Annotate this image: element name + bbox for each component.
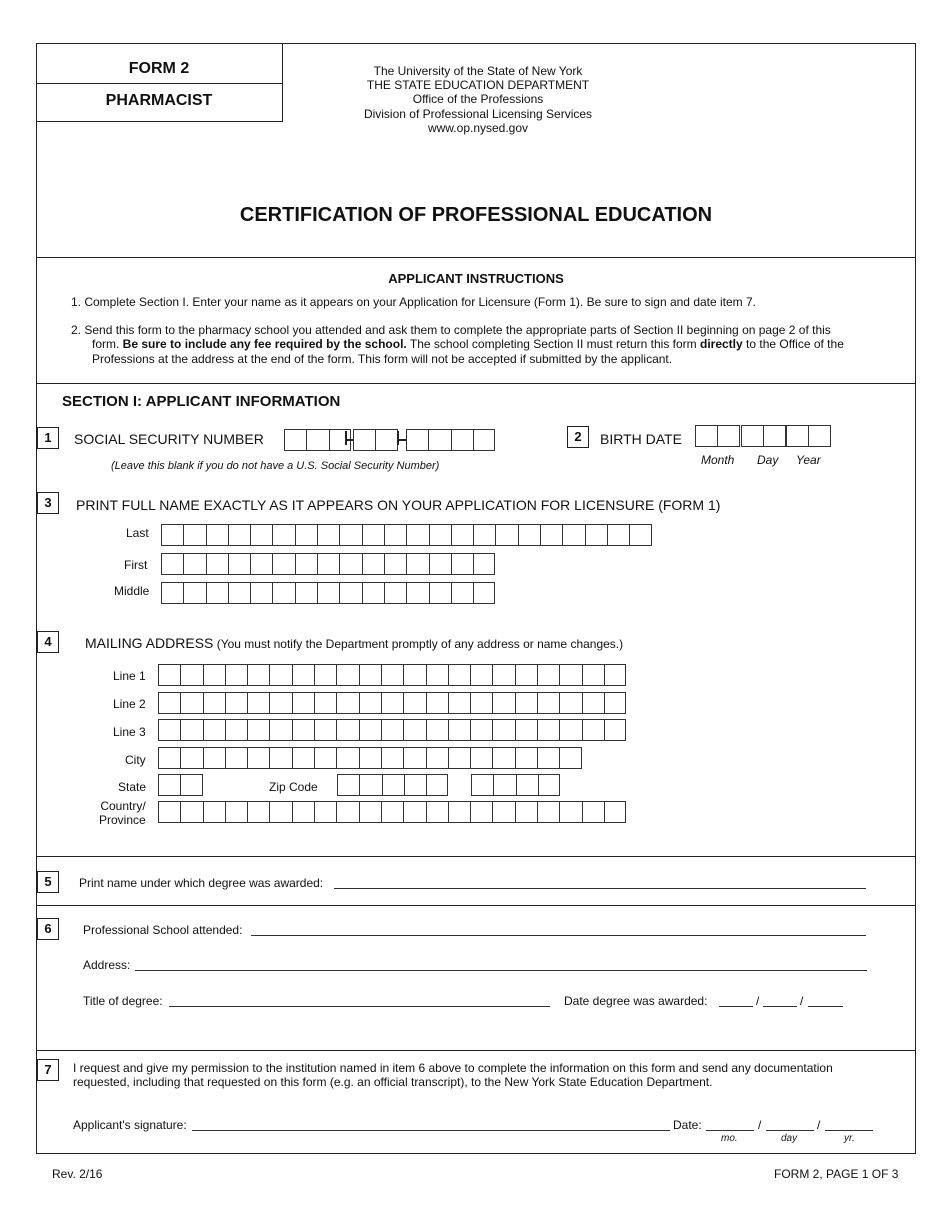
char-cell[interactable] [426, 719, 448, 741]
char-cell[interactable] [604, 692, 626, 714]
char-cell[interactable] [451, 553, 473, 575]
char-cell[interactable] [359, 664, 381, 686]
digit-cell[interactable] [353, 429, 375, 451]
char-cell[interactable] [559, 801, 581, 823]
char-cell[interactable] [470, 664, 492, 686]
permission-line: requested, including that requested on this form (e.g. an official transcript), to the New York State Education Department. [73, 1075, 713, 1090]
char-cell[interactable] [384, 582, 406, 604]
char-cell[interactable] [515, 664, 537, 686]
char-cell[interactable] [203, 664, 225, 686]
item-number: 7 [37, 1059, 59, 1081]
char-cell[interactable] [448, 747, 470, 769]
degree-title-label: Title of degree: [83, 994, 163, 1008]
sign-date-month-field[interactable] [706, 1130, 754, 1131]
digit-cell[interactable] [284, 429, 306, 451]
char-cell[interactable] [314, 801, 336, 823]
dash-separator [398, 439, 406, 441]
char-cell[interactable] [492, 692, 514, 714]
page-title: CERTIFICATION OF PROFESSIONAL EDUCATION [239, 204, 713, 226]
last-name-input[interactable] [161, 524, 652, 546]
profession-label: PHARMACIST [105, 92, 213, 109]
digit-cell[interactable] [717, 425, 739, 447]
char-cell[interactable] [403, 692, 425, 714]
state-input[interactable] [158, 774, 203, 796]
char-cell[interactable] [607, 524, 629, 546]
char-cell[interactable] [158, 719, 180, 741]
char-cell[interactable] [180, 801, 202, 823]
zip-code-input[interactable] [337, 774, 448, 796]
char-cell[interactable] [183, 553, 205, 575]
char-cell[interactable] [161, 582, 183, 604]
char-cell[interactable] [406, 524, 428, 546]
char-cell[interactable] [429, 524, 451, 546]
char-cell[interactable] [272, 524, 294, 546]
char-cell[interactable] [295, 524, 317, 546]
char-cell[interactable] [317, 582, 339, 604]
address-line-3-input[interactable] [158, 719, 626, 741]
digit-cell[interactable] [426, 774, 448, 796]
agency-line: Division of Professional Licensing Services [363, 106, 593, 121]
digit-cell[interactable] [451, 429, 473, 451]
char-cell[interactable] [470, 719, 492, 741]
char-cell[interactable] [339, 553, 361, 575]
city-input[interactable] [158, 747, 582, 769]
char-cell[interactable] [250, 582, 272, 604]
char-cell[interactable] [292, 719, 314, 741]
permission-text [73, 1061, 891, 1090]
char-cell[interactable] [429, 553, 451, 575]
char-cell[interactable] [247, 664, 269, 686]
char-cell[interactable] [336, 747, 358, 769]
instruction-item-1: 1. Complete Section I. Enter your name as it appears on your Application for Licensure (Form 1). Be sure to sign and date item 7. [71, 295, 757, 309]
sign-date-label: Date: [673, 1118, 702, 1132]
char-cell[interactable] [384, 524, 406, 546]
signature-label: Applicant's signature: [73, 1118, 187, 1132]
char-cell[interactable] [247, 692, 269, 714]
char-cell[interactable] [403, 719, 425, 741]
char-cell[interactable] [203, 719, 225, 741]
char-cell[interactable] [559, 747, 581, 769]
digit-cell[interactable] [473, 429, 495, 451]
char-cell[interactable] [180, 664, 202, 686]
degree-name-label: Print name under which degree was awarded: [79, 876, 324, 890]
char-cell[interactable] [269, 664, 291, 686]
digit-cell[interactable] [337, 774, 359, 796]
char-cell[interactable] [314, 664, 336, 686]
char-cell[interactable] [492, 719, 514, 741]
char-cell[interactable] [314, 747, 336, 769]
date-slash: / [758, 1118, 762, 1132]
item-number: 2 [567, 426, 589, 448]
char-cell[interactable] [515, 801, 537, 823]
month-caption: mo. [721, 1133, 738, 1144]
agency-line: THE STATE EDUCATION DEPARTMENT [366, 78, 590, 93]
month-caption: Month [701, 453, 735, 467]
permission-line: I request and give my permission to the institution named in item 6 above to complete the information on this form and send any documentation [73, 1061, 833, 1075]
char-cell[interactable] [473, 582, 495, 604]
char-cell[interactable] [470, 801, 492, 823]
country-label-line: Province [99, 813, 146, 827]
degree-name-field[interactable] [334, 888, 866, 889]
char-cell[interactable] [158, 664, 180, 686]
ssn-label: SOCIAL SECURITY NUMBER [74, 431, 264, 447]
char-cell[interactable] [206, 553, 228, 575]
char-cell[interactable] [272, 582, 294, 604]
state-label: State [118, 780, 147, 794]
instruction-2-line: Professions at the address at the end of the form. This form will not be accepted if submitted by the applicant. [92, 351, 673, 366]
divider [36, 856, 916, 857]
char-cell[interactable] [158, 774, 180, 796]
char-cell[interactable] [559, 664, 581, 686]
digit-cell[interactable] [695, 425, 717, 447]
school-address-label: Address: [83, 958, 131, 972]
char-cell[interactable] [269, 747, 291, 769]
text: to the Office of the [742, 337, 844, 352]
char-cell[interactable] [492, 747, 514, 769]
char-cell[interactable] [314, 719, 336, 741]
address-line-2-input[interactable] [158, 692, 626, 714]
ssn-area-input[interactable] [284, 429, 351, 451]
char-cell[interactable] [426, 692, 448, 714]
char-cell[interactable] [448, 801, 470, 823]
char-cell[interactable] [158, 801, 180, 823]
char-cell[interactable] [518, 524, 540, 546]
char-cell[interactable] [362, 524, 384, 546]
first-name-input[interactable] [161, 553, 495, 575]
char-cell[interactable] [470, 692, 492, 714]
char-cell[interactable] [158, 692, 180, 714]
address-line-1-input[interactable] [158, 664, 626, 686]
char-cell[interactable] [362, 582, 384, 604]
char-cell[interactable] [492, 664, 514, 686]
zip-code-label: Zip Code [269, 780, 318, 794]
ssn-group-input[interactable] [353, 429, 398, 451]
date-awarded-day-field[interactable] [763, 1006, 797, 1007]
label-text: MAILING ADDRESS [85, 635, 214, 651]
text: The school completing Section II must return this form [406, 337, 700, 352]
date-awarded-month-field[interactable] [719, 1006, 753, 1007]
char-cell[interactable] [381, 692, 403, 714]
char-cell[interactable] [180, 774, 202, 796]
digit-cell[interactable] [382, 774, 404, 796]
char-cell[interactable] [161, 553, 183, 575]
char-cell[interactable] [359, 801, 381, 823]
char-cell[interactable] [381, 747, 403, 769]
address-line-1-label: Line 1 [113, 669, 146, 683]
digit-cell[interactable] [375, 429, 397, 451]
char-cell[interactable] [582, 664, 604, 686]
char-cell[interactable] [362, 553, 384, 575]
char-cell[interactable] [203, 747, 225, 769]
char-cell[interactable] [585, 524, 607, 546]
day-caption: day [781, 1133, 798, 1144]
digit-cell[interactable] [538, 774, 560, 796]
digit-cell[interactable] [406, 429, 428, 451]
birth-year-input[interactable] [786, 425, 831, 447]
char-cell[interactable] [448, 692, 470, 714]
date-awarded-label: Date degree was awarded: [564, 994, 708, 1008]
fee-emphasis: Be sure to include any fee required by the school. [122, 337, 407, 352]
char-cell[interactable] [451, 524, 473, 546]
char-cell[interactable] [225, 747, 247, 769]
char-cell[interactable] [448, 664, 470, 686]
digit-cell[interactable] [359, 774, 381, 796]
agency-line: Office of the Professions [412, 92, 544, 107]
char-cell[interactable] [426, 664, 448, 686]
year-caption: yr. [844, 1133, 855, 1144]
instruction-item-2 [71, 323, 844, 366]
char-cell[interactable] [272, 553, 294, 575]
date-slash: / [800, 994, 804, 1008]
school-address-field[interactable] [135, 970, 867, 971]
char-cell[interactable] [515, 719, 537, 741]
page-number: FORM 2, PAGE 1 OF 3 [774, 1167, 899, 1181]
item-number: 6 [37, 918, 59, 940]
country-province-input[interactable] [158, 801, 626, 823]
form-number: FORM 2 [128, 60, 190, 77]
revision-label: Rev. 2/16 [52, 1167, 103, 1181]
char-cell[interactable] [180, 692, 202, 714]
char-cell[interactable] [426, 747, 448, 769]
char-cell[interactable] [381, 801, 403, 823]
divider [36, 257, 916, 258]
char-cell[interactable] [604, 664, 626, 686]
char-cell[interactable] [559, 719, 581, 741]
char-cell[interactable] [292, 664, 314, 686]
char-cell[interactable] [495, 524, 517, 546]
char-cell[interactable] [582, 719, 604, 741]
char-cell[interactable] [180, 719, 202, 741]
char-cell[interactable] [269, 801, 291, 823]
divider [36, 905, 916, 906]
address-line-2-label: Line 2 [113, 697, 146, 711]
char-cell[interactable] [336, 719, 358, 741]
instructions-heading: APPLICANT INSTRUCTIONS [388, 271, 564, 286]
instruction-2-line [71, 337, 844, 351]
char-cell[interactable] [604, 801, 626, 823]
zip-plus-four-input[interactable] [471, 774, 560, 796]
ssn-serial-input[interactable] [406, 429, 495, 451]
ssn-note: (Leave this blank if you do not have a U.S. Social Security Number) [111, 460, 440, 472]
first-name-label: First [124, 558, 148, 572]
char-cell[interactable] [250, 524, 272, 546]
char-cell[interactable] [381, 719, 403, 741]
digit-cell[interactable] [428, 429, 450, 451]
city-label: City [125, 753, 146, 767]
char-cell[interactable] [448, 719, 470, 741]
char-cell[interactable] [562, 524, 584, 546]
sign-date-day-field[interactable] [766, 1130, 814, 1131]
char-cell[interactable] [537, 719, 559, 741]
char-cell[interactable] [228, 524, 250, 546]
char-cell[interactable] [582, 692, 604, 714]
char-cell[interactable] [515, 692, 537, 714]
sign-date-year-field[interactable] [825, 1130, 873, 1131]
char-cell[interactable] [292, 747, 314, 769]
char-cell[interactable] [228, 582, 250, 604]
full-name-label: PRINT FULL NAME EXACTLY AS IT APPEARS ON YOUR APPLICATION FOR LICENSURE (FORM 1) [76, 497, 721, 513]
section-heading: SECTION I: APPLICANT INFORMATION [62, 393, 341, 410]
item-number: 4 [37, 631, 59, 653]
char-cell[interactable] [406, 553, 428, 575]
char-cell[interactable] [537, 664, 559, 686]
digit-cell[interactable] [471, 774, 493, 796]
digit-cell[interactable] [741, 425, 763, 447]
agency-line: The University of the State of New York [373, 64, 583, 78]
date-slash: / [756, 994, 760, 1008]
directly-emphasis: directly [700, 337, 743, 352]
last-name-label: Last [126, 526, 149, 540]
digit-cell[interactable] [306, 429, 328, 451]
date-awarded-year-field[interactable] [808, 1006, 843, 1007]
char-cell[interactable] [206, 582, 228, 604]
country-label-line: Country/ [100, 799, 146, 813]
char-cell[interactable] [247, 801, 269, 823]
char-cell[interactable] [250, 553, 272, 575]
dash-tick [345, 431, 347, 445]
char-cell[interactable] [317, 553, 339, 575]
school-label: Professional School attended: [83, 923, 243, 937]
char-cell[interactable] [359, 692, 381, 714]
char-cell[interactable] [559, 692, 581, 714]
char-cell[interactable] [470, 747, 492, 769]
form-id-divider [36, 83, 282, 84]
char-cell[interactable] [203, 692, 225, 714]
char-cell[interactable] [582, 801, 604, 823]
middle-name-input[interactable] [161, 582, 495, 604]
char-cell[interactable] [158, 747, 180, 769]
char-cell[interactable] [225, 801, 247, 823]
agency-url: www.op.nysed.gov [427, 120, 529, 135]
char-cell[interactable] [537, 747, 559, 769]
birth-month-input[interactable] [695, 425, 740, 447]
char-cell[interactable] [403, 664, 425, 686]
degree-title-field[interactable] [169, 1006, 550, 1007]
char-cell[interactable] [161, 524, 183, 546]
divider [36, 383, 916, 384]
digit-cell[interactable] [786, 425, 808, 447]
char-cell[interactable] [492, 801, 514, 823]
item-number: 3 [37, 492, 59, 514]
char-cell[interactable] [339, 582, 361, 604]
char-cell[interactable] [183, 524, 205, 546]
birth-day-input[interactable] [741, 425, 786, 447]
date-slash: / [817, 1118, 821, 1132]
char-cell[interactable] [225, 692, 247, 714]
divider [36, 1050, 916, 1051]
char-cell[interactable] [292, 692, 314, 714]
char-cell[interactable] [295, 553, 317, 575]
char-cell[interactable] [336, 692, 358, 714]
char-cell[interactable] [228, 553, 250, 575]
char-cell[interactable] [295, 582, 317, 604]
address-line-3-label: Line 3 [113, 725, 146, 739]
mailing-address-label [85, 635, 623, 651]
year-caption: Year [796, 453, 821, 467]
birth-date-label: BIRTH DATE [600, 431, 682, 447]
char-cell[interactable] [540, 524, 562, 546]
school-field[interactable] [251, 935, 866, 936]
item-number: 5 [37, 871, 59, 893]
char-cell[interactable] [317, 524, 339, 546]
digit-cell[interactable] [516, 774, 538, 796]
char-cell[interactable] [537, 692, 559, 714]
char-cell[interactable] [314, 692, 336, 714]
char-cell[interactable] [203, 801, 225, 823]
dash-tick [397, 431, 399, 445]
item-number: 1 [37, 427, 59, 449]
instruction-2-line: 2. Send this form to the pharmacy school you attended and ask them to complete the appropriate parts of Section II beginning on page 2 of this [71, 323, 831, 337]
day-caption: Day [757, 453, 779, 467]
char-cell[interactable] [225, 719, 247, 741]
char-cell[interactable] [473, 524, 495, 546]
char-cell[interactable] [406, 582, 428, 604]
char-cell[interactable] [269, 719, 291, 741]
char-cell[interactable] [429, 582, 451, 604]
char-cell[interactable] [183, 582, 205, 604]
address-note: (You must notify the Department promptly of any address or name changes.) [213, 637, 624, 651]
char-cell[interactable] [292, 801, 314, 823]
char-cell[interactable] [225, 664, 247, 686]
char-cell[interactable] [359, 747, 381, 769]
char-cell[interactable] [359, 719, 381, 741]
char-cell[interactable] [336, 801, 358, 823]
char-cell[interactable] [269, 692, 291, 714]
agency-block [283, 64, 673, 135]
char-cell[interactable] [247, 719, 269, 741]
char-cell[interactable] [515, 747, 537, 769]
char-cell[interactable] [381, 664, 403, 686]
char-cell[interactable] [473, 553, 495, 575]
char-cell[interactable] [451, 582, 473, 604]
char-cell[interactable] [403, 747, 425, 769]
char-cell[interactable] [339, 524, 361, 546]
char-cell[interactable] [247, 747, 269, 769]
text: form. [92, 337, 123, 352]
char-cell[interactable] [604, 719, 626, 741]
country-label [99, 799, 146, 827]
char-cell[interactable] [206, 524, 228, 546]
char-cell[interactable] [403, 801, 425, 823]
char-cell[interactable] [384, 553, 406, 575]
char-cell[interactable] [180, 747, 202, 769]
digit-cell[interactable] [404, 774, 426, 796]
char-cell[interactable] [629, 524, 651, 546]
middle-name-label: Middle [114, 584, 150, 598]
signature-field[interactable] [192, 1130, 670, 1131]
digit-cell[interactable] [763, 425, 785, 447]
char-cell[interactable] [537, 801, 559, 823]
digit-cell[interactable] [808, 425, 830, 447]
digit-cell[interactable] [493, 774, 515, 796]
char-cell[interactable] [426, 801, 448, 823]
char-cell[interactable] [336, 664, 358, 686]
